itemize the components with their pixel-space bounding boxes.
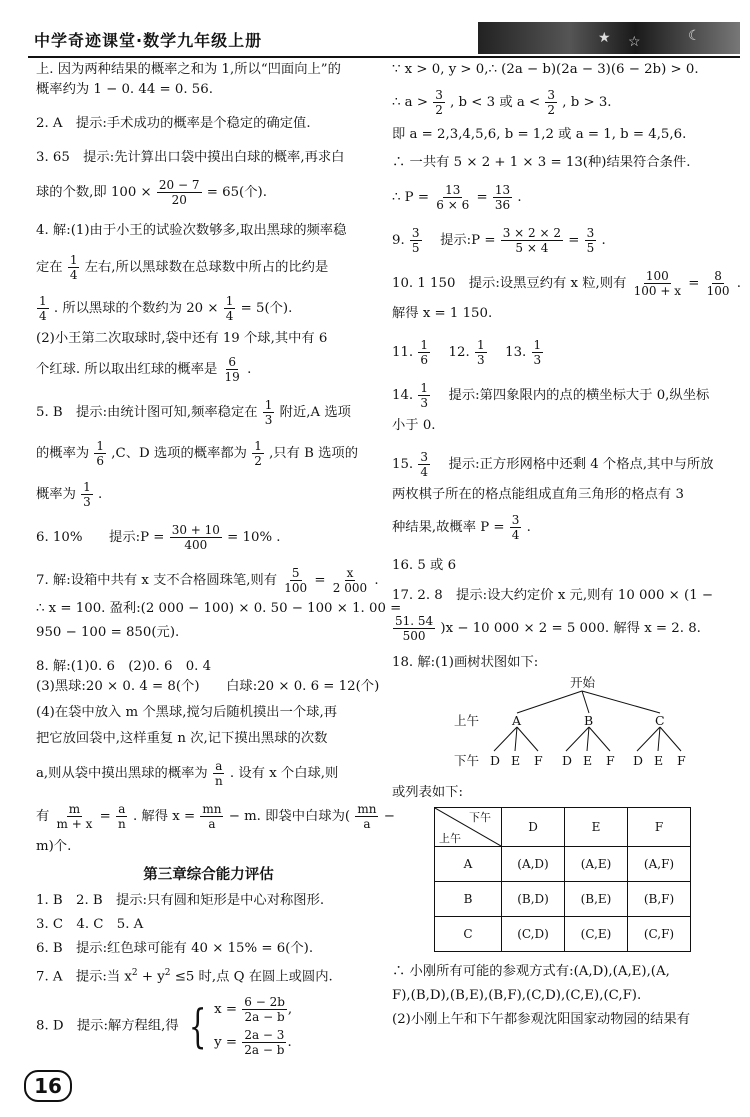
text-line: 解得 x = 1 150. — [392, 306, 493, 321]
tree-branch — [660, 727, 681, 751]
table-row-header: A — [435, 847, 502, 882]
text-line: 定在 $\frac{1}{4}$ 左右,所以黑球数在总球数中所占的比约是 — [36, 253, 329, 282]
text-line: 即 a = 2,3,4,5,6, b = 1,2 或 a = 1, b = 4,5,6. — [392, 127, 687, 142]
text-line: $\frac{1}{4}$ . 所以黑球的个数约为 20 × $\frac{1}{4}$ = 5(个). — [39, 294, 293, 323]
fraction: $\frac{3}{2}$ — [435, 88, 443, 117]
answer-4: 4. 解:(1)由于小王的试验次数够多,取出黑球的频率稳 — [36, 223, 347, 238]
text-line: 个红球. 所以取出红球的概率是 $\frac{6}{19}$ . — [36, 355, 252, 384]
text-line: 把它放回袋中,这样重复 n 次,记下摸出黑球的次数 — [36, 731, 328, 746]
tree-branch — [517, 727, 538, 751]
table-cell: (C,D) — [502, 917, 565, 952]
text-line: 950 − 100 = 850(元). — [36, 625, 180, 640]
table-cell: (A,D) — [502, 847, 565, 882]
tree-leaf: E — [654, 753, 664, 768]
table-cell: (C,F) — [628, 917, 691, 952]
fraction: $\frac{1}{4}$ — [39, 294, 47, 323]
tree-leaf: D — [490, 753, 501, 768]
moon-icon: ☾ — [688, 28, 701, 44]
fraction: $\frac{3}{4}$ — [420, 450, 429, 479]
equation-system: { x = $\frac{6 - 2b}{2a - b}$ , y = $\frac{2a - 3}{2a - b}$ . — [188, 995, 293, 1058]
answer-17: 17. 2. 8 提示:设大约定价 x 元,则有 10 000 × (1 − — [392, 588, 714, 603]
text-line: 3. C 4. C 5. A — [36, 917, 144, 932]
fraction: $\frac{3}{4}$ — [511, 513, 520, 542]
answer-18: 18. 解:(1)画树状图如下: — [392, 655, 539, 670]
table-cell: (A,F) — [628, 847, 691, 882]
text-line: 1. B 2. B 提示:只有圆和矩形是中心对称图形. — [36, 893, 325, 908]
answer-10: 10. 1 150 提示:设黑豆约有 x 粒,则有 $\frac{100}{100 + x}$ = $\frac{8}{100}$ . — [392, 269, 741, 298]
tree-leaf: D — [633, 753, 644, 768]
answer-s8: 8. D 提示:解方程组,得 { x = $\frac{6 - 2b}{2a - b}$ , y = $\frac{2a - 3}{2a - b}$ . — [36, 995, 293, 1058]
tree-diagram — [392, 673, 742, 783]
fraction: $\frac{8}{100}$ — [706, 269, 730, 298]
fraction: $\frac{1}{3}$ — [264, 398, 273, 427]
fraction: $\frac{13}{6 \times 6}$ — [436, 183, 470, 212]
tree-branch — [589, 727, 610, 751]
text-line: (2)小王第二次取球时,袋中还有 19 个球,其中有 6 — [36, 331, 328, 346]
fraction: $\frac{1}{3}$ — [83, 480, 91, 509]
table-col-header: F — [628, 808, 691, 847]
tree-node: B — [584, 713, 594, 728]
text-line: ∴ 小刚所有可能的参观方式有:(A,D),(A,E),(A, — [392, 964, 670, 979]
tree-leaf: E — [511, 753, 521, 768]
text-line: ∴ x = 100. 盈利:(2 000 − 100) × 0. 50 − 100 × 1. 00 = — [36, 601, 402, 616]
page-number: 16 — [24, 1070, 72, 1102]
star-icon: ☆ — [628, 34, 641, 50]
tree-branch — [566, 727, 589, 751]
tree-branch — [637, 727, 660, 751]
tree-leaf: E — [583, 753, 593, 768]
fraction: $\frac{1}{4}$ — [225, 294, 234, 323]
tree-am-label: 上午 — [454, 713, 480, 728]
tree-diagram-svg — [392, 673, 732, 783]
tree-branch — [582, 691, 660, 713]
text-line: 概率约为 1 − 0. 44 = 0. 56. — [36, 82, 213, 97]
text-line: (4)在袋中放入 m 个黑球,搅匀后随机摸出一个球,再 — [36, 705, 337, 720]
table-row — [435, 882, 691, 917]
text-line: 上. 因为两种结果的概率之和为 1,所以“凹面向上”的 — [36, 62, 341, 77]
table-cell: (A,E) — [565, 847, 628, 882]
answer-2: 2. A 提示:手术成功的概率是个稳定的确定值. — [36, 116, 311, 131]
text-line: 7. A 提示:当 $x^2 + y^2 \le 5$ 时,点 Q 在圆上或圆内. — [36, 968, 333, 985]
table-cell: (B,E) — [565, 882, 628, 917]
tree-branch — [515, 727, 517, 751]
text-line: ∵ x > 0, y > 0,∴ (2a − b)(2a − 3)(6 − 2b) > 0. — [392, 62, 699, 77]
fraction: $\frac{1}{6}$ — [96, 439, 105, 468]
table-cell: (B,D) — [502, 882, 565, 917]
tree-branch — [587, 727, 589, 751]
table-cell: (C,E) — [565, 917, 628, 952]
tree-branch — [517, 691, 582, 713]
answer-8: 8. 解:(1)0. 6 (2)0. 6 0. 4 — [36, 659, 212, 674]
text-line: (2)小刚上午和下午都参观沈阳国家动物园的结果有 — [392, 1012, 691, 1027]
book-title: 中学奇迹课堂·数学九年级上册 — [34, 31, 263, 50]
answer-3: 3. 65 提示:先计算出口袋中摸出白球的概率,再求白 — [36, 150, 345, 165]
tree-pm-label: 下午 — [454, 753, 480, 768]
fraction: $\frac{mn}{a}$ — [357, 802, 377, 831]
fraction: $\frac{3}{5}$ — [411, 226, 420, 255]
answer-16: 16. 5 或 6 — [392, 558, 457, 573]
text-line: a,则从袋中摸出黑球的概率为 $\frac{a}{n}$ . 设有 x 个白球,则 — [36, 759, 339, 788]
fraction: $\frac{x}{2 000}$ — [332, 566, 368, 595]
fraction: $\frac{1}{6}$ — [420, 338, 429, 367]
table-row-header: B — [435, 882, 502, 917]
tree-leaf: F — [534, 753, 543, 768]
fraction: $\frac{1}{2}$ — [254, 439, 262, 468]
fraction: $\frac{a}{n}$ — [118, 802, 126, 831]
star-icon: ★ — [598, 30, 611, 46]
answer-5: 5. B 提示:由统计图可知,频率稳定在 $\frac{1}{3}$ 附近,A 选项 — [36, 398, 351, 427]
text-line: 有 $\frac{m}{m + x}$ = $\frac{a}{n}$ . 解得 x = $\frac{mn}{a}$ − m. 即袋中白球为( $\frac{mn}{a}$ − — [36, 802, 395, 831]
answers-11-13: 11. $\frac{1}{6}$ 12. $\frac{1}{3}$ 13. $\frac{1}{3}$ — [392, 338, 542, 367]
right-column — [392, 60, 742, 1030]
table-header-row — [435, 808, 691, 847]
table-cell: (B,F) — [628, 882, 691, 917]
text-line: (3)黑球:20 × 0. 4 = 8(个) 白球:20 × 0. 6 = 12(个) — [36, 679, 380, 694]
fraction: $\frac{a}{n}$ — [214, 759, 223, 788]
outcome-table — [434, 807, 691, 952]
tree-leaf: D — [562, 753, 573, 768]
svg-text:上午: 上午 — [439, 832, 461, 845]
tree-branch — [658, 727, 660, 751]
tree-branch — [582, 691, 589, 713]
section-title: 第三章综合能力评估 — [143, 867, 274, 883]
fraction: $\frac{1}{3}$ — [476, 338, 485, 367]
tree-branch — [494, 727, 517, 751]
fraction: $\frac{30 + 10}{400}$ — [171, 523, 220, 552]
text-line: 概率为 $\frac{1}{3}$ . — [36, 480, 103, 509]
table-col-header: D — [502, 808, 565, 847]
tree-root-label: 开始 — [570, 675, 596, 690]
answer-9: 9. $\frac{3}{5}$ 提示:P = $\frac{3 \times 2 \times 2}{5 \times 4}$ = $\frac{3}{5}$ . — [392, 226, 606, 255]
left-column — [36, 60, 402, 1058]
text-line: ∴ P = $\frac{13}{6 \times 6}$ = $\frac{13}{36}$ . — [392, 183, 522, 212]
text-line: ∴ a > $\frac{3}{2}$ , b < 3 或 a < $\frac{3}{2}$ , b > 3. — [392, 88, 612, 117]
text-line: 两枚棋子所在的格点能组成直角三角形的格点有 3 — [392, 487, 684, 502]
table-col-header: E — [565, 808, 628, 847]
fraction: $\frac{mn}{a}$ — [202, 802, 222, 831]
corner-diagonal — [435, 808, 501, 846]
table-corner-cell — [435, 808, 502, 847]
text-line: $\frac{51. 54}{500}$ )x − 10 000 × 2 = 5 000. 解得 x = 2. 8. — [395, 614, 701, 643]
answer-3-formula: 球的个数,即 100 × $\frac{20 - 7}{20}$ = 65(个). — [36, 178, 267, 207]
fraction: $\frac{100}{100 + x}$ — [633, 269, 681, 298]
text-line: F),(B,D),(B,E),(B,F),(C,D),(C,E),(C,F). — [392, 988, 642, 1003]
tree-leaf: F — [606, 753, 615, 768]
table-row — [435, 847, 691, 882]
fraction: $\frac{1}{3}$ — [533, 338, 542, 367]
fraction: $\frac{3}{2}$ — [547, 88, 556, 117]
tree-node: A — [512, 713, 522, 728]
text-line: 的概率为 $\frac{1}{6}$ ,C、D 选项的概率都为 $\frac{1}{2}$ ,只有 B 选项的 — [36, 439, 359, 468]
page-header — [28, 22, 740, 58]
tree-leaf: F — [677, 753, 686, 768]
fraction: $\frac{1}{4}$ — [69, 253, 78, 282]
text-line: 小于 0. — [392, 418, 436, 433]
answer-6: 6. 10% 提示:P = $\frac{30 + 10}{400}$ = 10% . — [36, 523, 281, 552]
table-row-header: C — [435, 917, 502, 952]
answer-14: 14. $\frac{1}{3}$ 提示:第四象限内的点的横坐标大于 0,纵坐标 — [392, 381, 710, 410]
table-row — [435, 917, 691, 952]
answer-7: 7. 解:设箱中共有 x 支不合格圆珠笔,则有 $\frac{5}{100}$ = $\frac{x}{2 000}$ . — [36, 566, 379, 595]
text-line: 或列表如下: — [392, 785, 463, 800]
svg-text:下午: 下午 — [469, 811, 491, 824]
text-line: 6. B 提示:红色球可能有 40 × 15% = 6(个). — [36, 941, 314, 956]
text-line: 种结果,故概率 P = $\frac{3}{4}$ . — [392, 513, 531, 542]
text-line: m)个. — [36, 839, 72, 854]
fraction: $\frac{3}{5}$ — [586, 226, 595, 255]
fraction: $\frac{51. 54}{500}$ — [395, 614, 434, 643]
text-line: ∴ 一共有 5 × 2 + 1 × 3 = 13(种)结果符合条件. — [392, 155, 691, 170]
tree-node: C — [655, 713, 665, 728]
fraction: $\frac{3 \times 2 \times 2}{5 \times 4}$ — [502, 226, 561, 255]
fraction: $\frac{20 - 7}{20}$ — [158, 178, 200, 207]
fraction: $\frac{5}{100}$ — [284, 566, 308, 595]
fraction: $\frac{6}{19}$ — [224, 355, 240, 384]
header-banner-image — [478, 22, 740, 54]
answer-15: 15. $\frac{3}{4}$ 提示:正方形网格中还剩 4 个格点,其中与所放 — [392, 450, 714, 479]
fraction: $\frac{13}{36}$ — [494, 183, 511, 212]
fraction: $\frac{1}{3}$ — [420, 381, 429, 410]
fraction: $\frac{m}{m + x}$ — [56, 802, 93, 831]
